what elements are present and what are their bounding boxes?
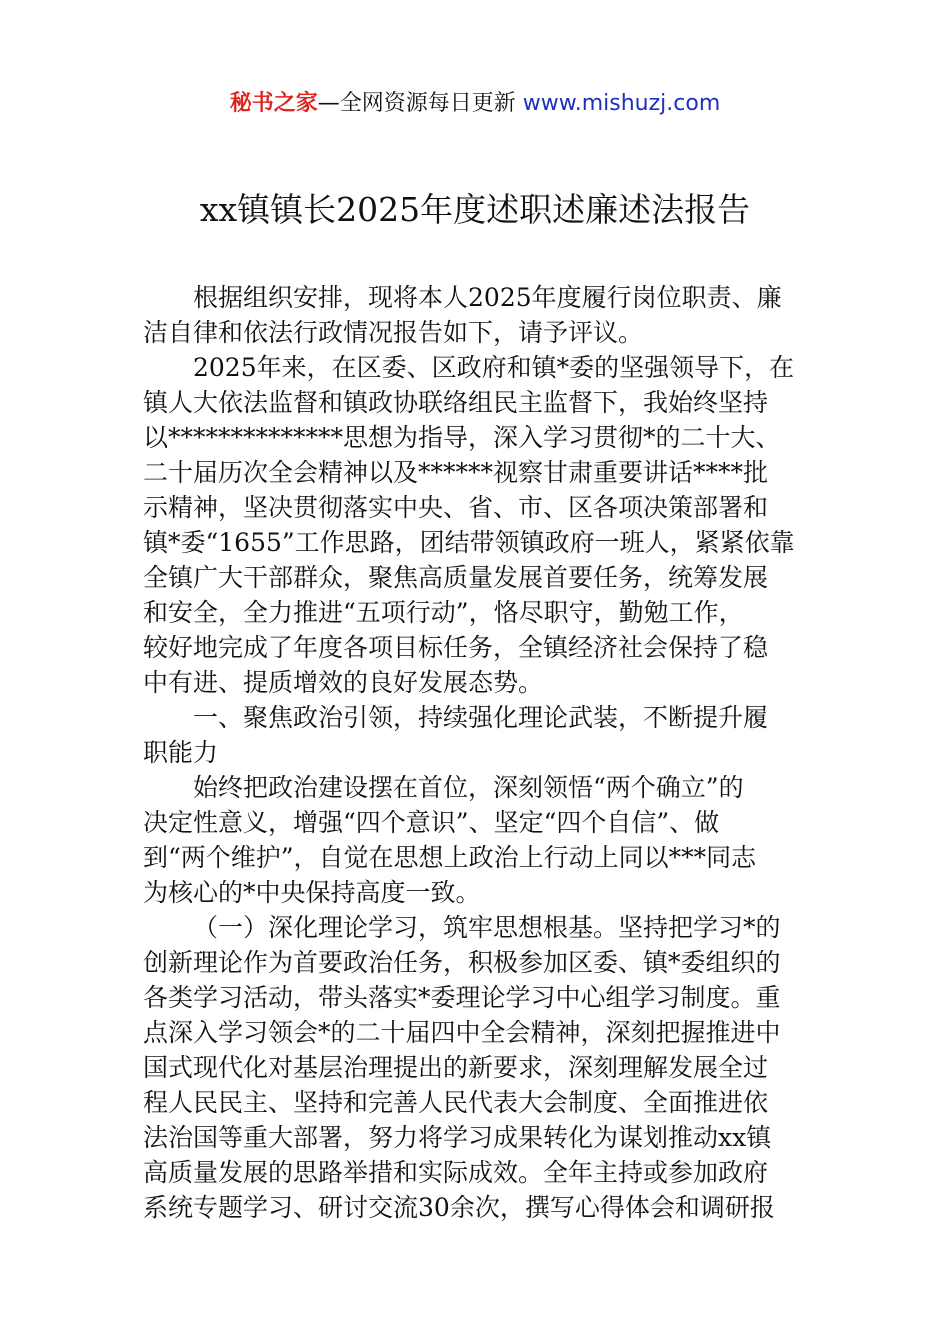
body-line: 为核心的*中央保持高度一致。 [143,878,481,907]
body-line: 到“两个维护”，自觉在思想上政治上行动上同以***同志 [143,843,757,872]
body-line: 法治国等重大部署，努力将学习成果转化为谋划推动xx镇 [143,1123,772,1152]
document-title: xx镇镇长2025年度述职述廉述法报告 [199,190,751,229]
body-line: 国式现代化对基层治理提出的新要求，深刻理解发展全过 [143,1053,769,1082]
site-slogan: —全网资源每日更新 [317,91,523,116]
body-line: 各类学习活动，带头落实*委理论学习中心组学习制度。重 [143,983,781,1012]
site-brand: 秘书之家 [229,91,318,116]
body-line: 示精神，坚决贯彻落实中央、省、市、区各项决策部署和 [143,493,769,522]
body-line: 创新理论作为首要政治任务，积极参加区委、镇*委组织的 [143,948,781,977]
body-line: 始终把政治建设摆在首位，深刻领悟“两个确立”的 [193,773,744,802]
body-line: 中有进、提质增效的良好发展态势。 [143,668,544,697]
body-line: 和安全，全力推进“五项行动”，恪尽职守，勤勉工作， [143,598,744,627]
body-line: 较好地完成了年度各项目标任务，全镇经济社会保持了稳 [143,633,769,662]
body-line: 2025年来，在区委、区政府和镇*委的坚强领导下，在 [193,353,795,382]
body-line: 系统专题学习、研讨交流30余次，撰写心得体会和调研报 [143,1193,775,1222]
body-line: 点深入学习领会*的二十届四中全会精神，深刻把握推进中 [143,1018,781,1047]
body-line: （一）深化理论学习，筑牢思想根基。坚持把学习*的 [193,913,781,942]
body-line: 洁自律和依法行政情况报告如下，请予评议。 [143,318,644,347]
body-line: 以**************思想为指导，深入学习贯彻*的二十大、 [143,423,781,452]
body-line: 全镇广大干部群众，聚焦高质量发展首要任务，统筹发展 [143,563,769,592]
document-body [143,280,807,1225]
section-heading-line: 一、聚焦政治引领，持续强化理论武装，不断提升履 [193,703,769,732]
body-line: 二十届历次全会精神以及******视察甘肃重要讲话****批 [143,458,769,487]
site-url-link[interactable]: www.mishuzj.com [522,91,721,116]
body-line: 决定性意义，增强“四个意识”、坚定“四个自信”、做 [143,808,720,837]
body-line: 镇人大依法监督和镇政协联络组民主监督下，我始终坚持 [143,388,769,417]
body-line: 程人民民主、坚持和完善人民代表大会制度、全面推进依 [143,1088,769,1117]
body-line: 镇*委“1655”工作思路，团结带领镇政府一班人，紧紧依靠 [143,528,795,557]
body-line: 根据组织安排，现将本人2025年度履行岗位职责、廉 [193,283,782,312]
site-header [0,88,950,120]
section-heading-line: 职能力 [143,738,219,767]
body-line: 高质量发展的思路举措和实际成效。全年主持或参加政府 [143,1158,769,1187]
